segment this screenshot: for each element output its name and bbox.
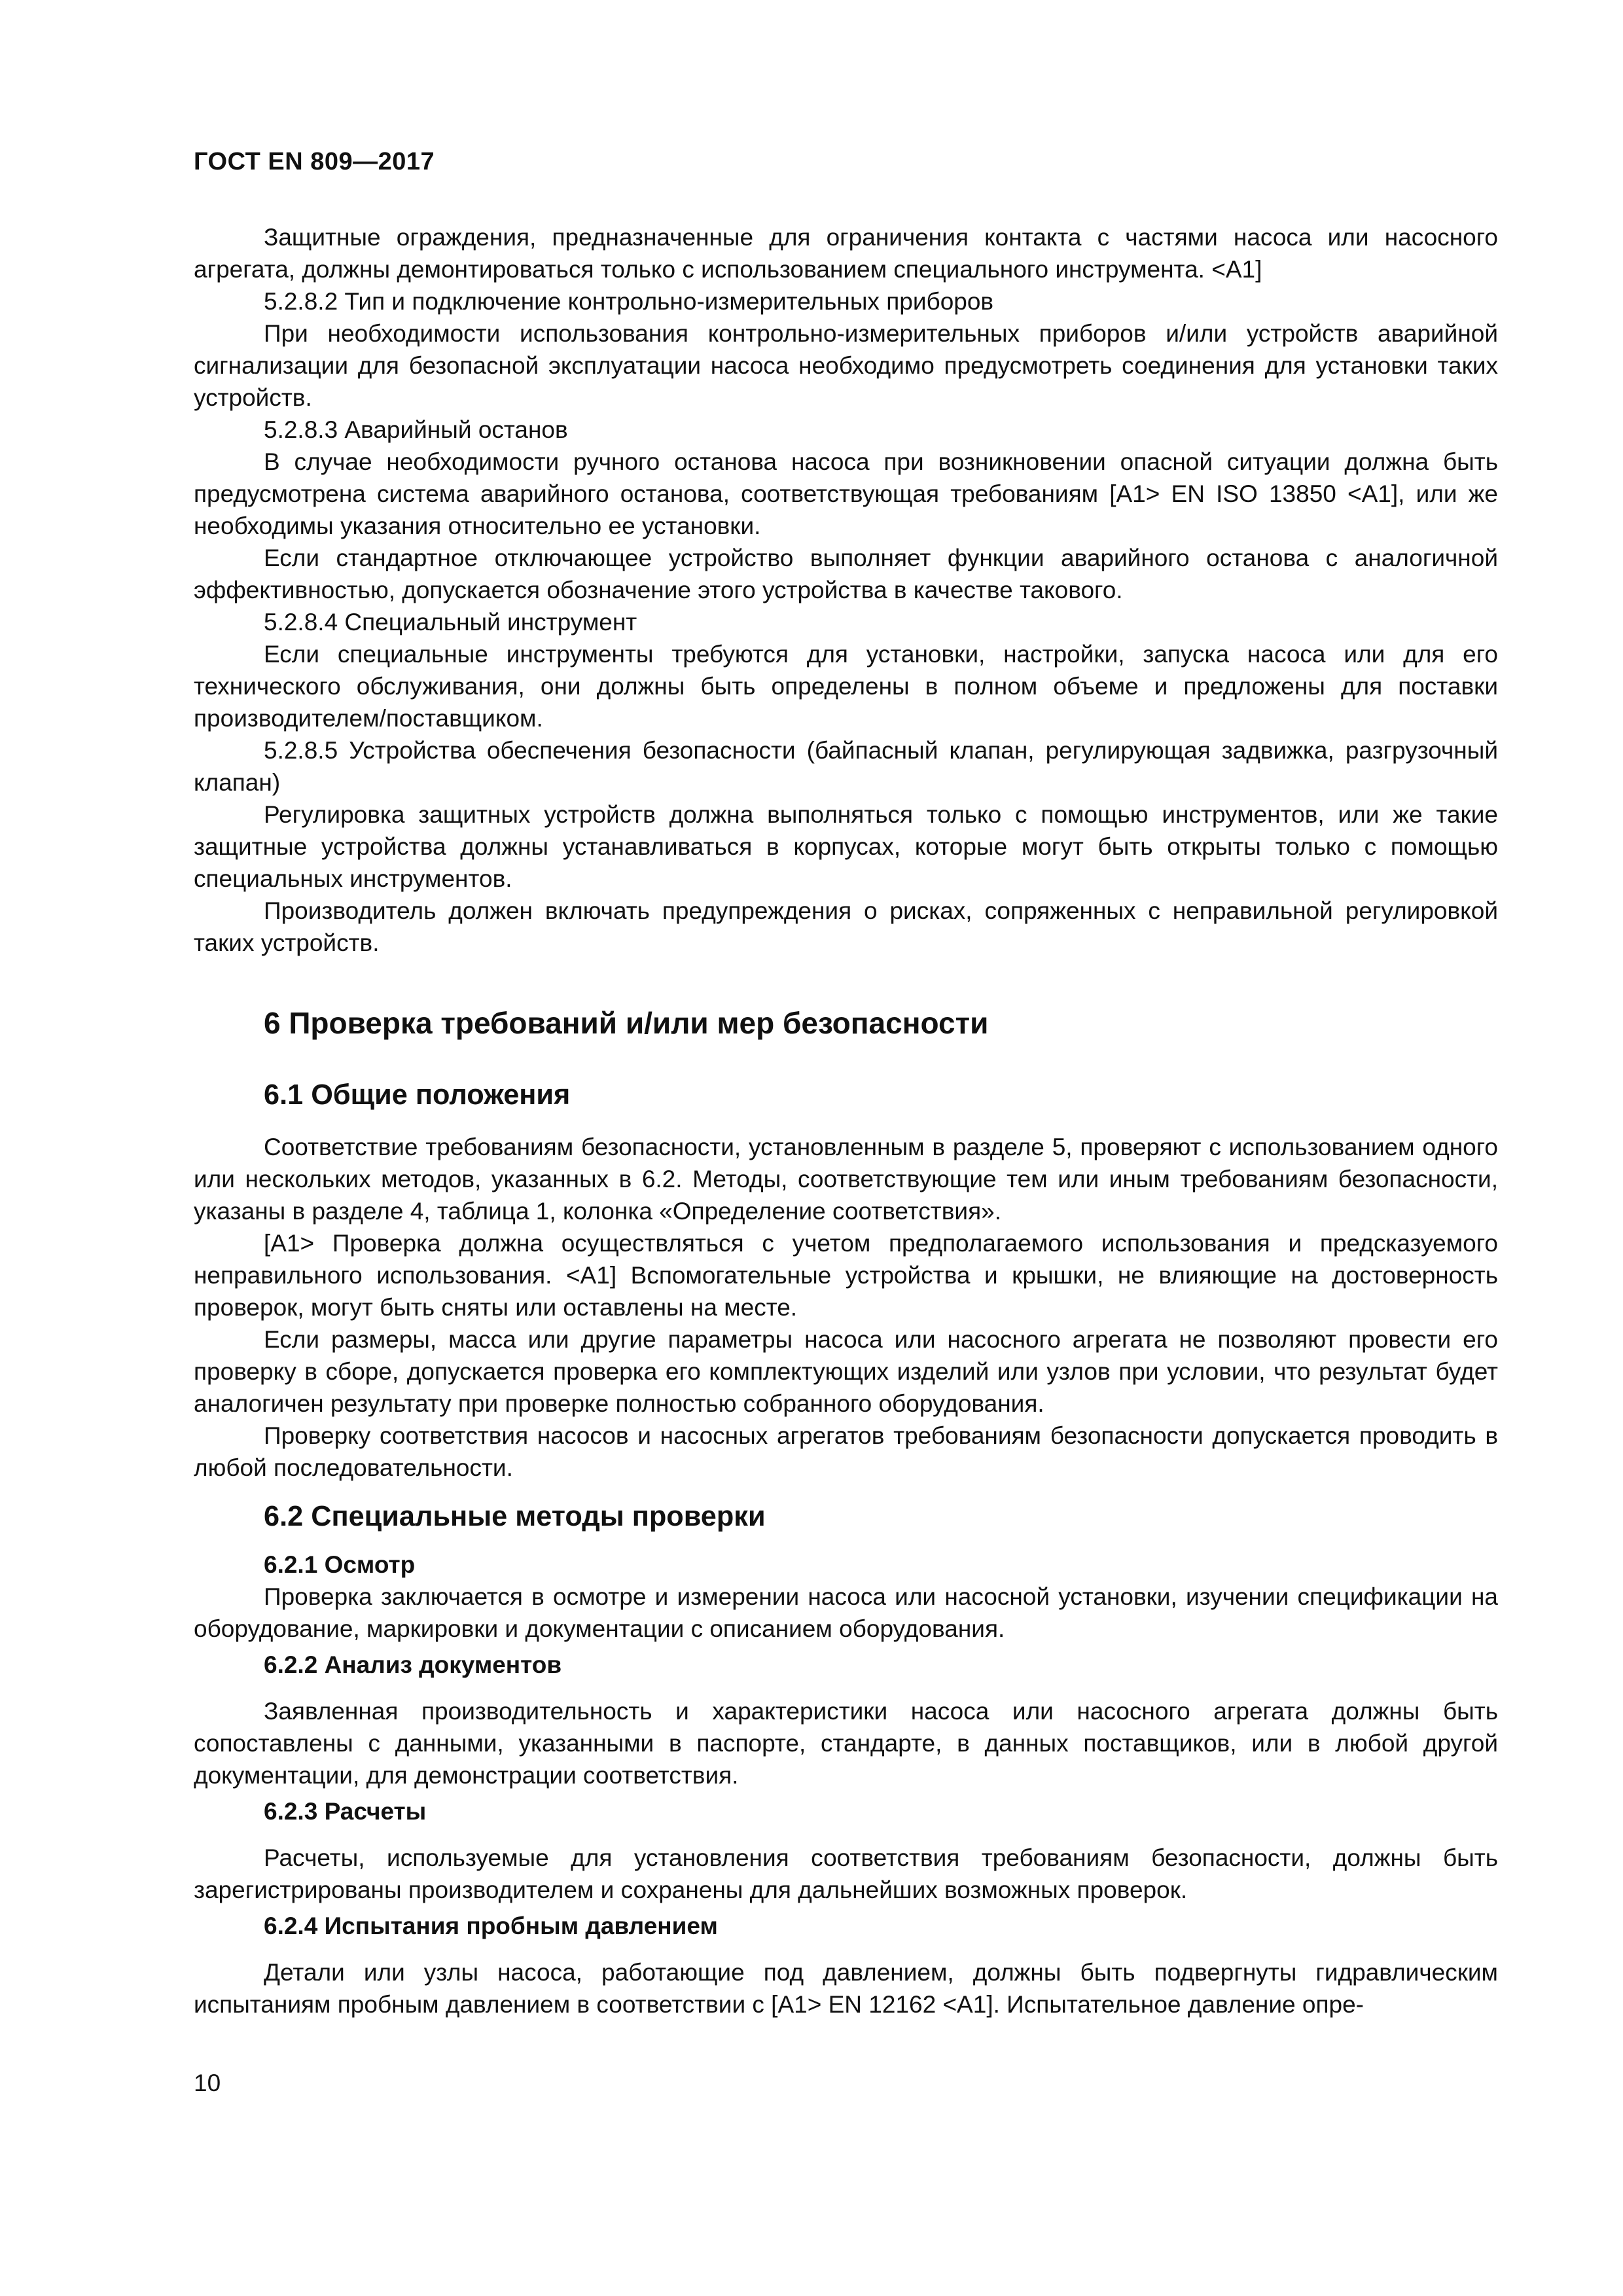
subsection-heading: 5.2.8.4 Специальный инструмент — [264, 609, 637, 636]
section-heading: 6 Проверка требований и/или мер безопасности — [264, 1006, 989, 1040]
paragraph: Регулировка защитных устройств должна выполняться только с помощью инструментов, или же такие защитные устройства должны устанавливаться в корпусах, которые могут быть открыты только с помощью специальных инструментов. — [194, 801, 1498, 892]
paragraph: Производитель должен включать предупреждения о рисках, сопряженных с неправильной регулировкой таких устройств. — [194, 897, 1498, 956]
subsection-title: 6.2 Специальные методы проверки — [264, 1501, 766, 1532]
paragraph: Заявленная производительность и характеристики насоса или насосного агрегата должны быть сопоставлены с данными, указанными в паспорте, стандарте, в данных поставщиков, или в любой другой документации, для демонстрации соответствия. — [194, 1698, 1498, 1789]
paragraph: Защитные ограждения, предназначенные для ограничения контакта с частями насоса или насосного агрегата, должны демонтироваться только с использованием специального инструмента. <A1] — [194, 224, 1498, 283]
paragraph: Проверка заключается в осмотре и измерении насоса или насосной установки, изучении спецификации на оборудование, маркировки и документации с описанием оборудования. — [194, 1583, 1498, 1642]
paragraph: Если специальные инструменты требуются для установки, настройки, запуска насоса или для его технического обслуживания, они должны быть определены в полном объеме и предложены для поставки производителем/поставщиком. — [194, 641, 1498, 732]
clause-title: 6.2.2 Анализ документов — [264, 1651, 562, 1678]
paragraph: [A1> Проверка должна осуществляться с учетом предполагаемого использования и предсказуемого неправильного использования. <A1] Вспомогательные устройства и крышки, не влияющие на достоверность проверок, могут быть сняты или оставлены на месте. — [194, 1230, 1498, 1321]
paragraph: Расчеты, используемые для установления соответствия требованиям безопасности, должны быть зарегистрированы производителем и сохранены для дальнейших возможных проверок. — [194, 1844, 1498, 1903]
subsection-title: 6.1 Общие положения — [264, 1079, 571, 1111]
clause-title: 6.2.3 Расчеты — [264, 1798, 427, 1825]
paragraph: При необходимости использования контрольно-измерительных приборов и/или устройств аварийной сигнализации для безопасной эксплуатации насоса необходимо предусмотреть соединения для установки таких устройств. — [194, 320, 1498, 411]
subsection-heading: 5.2.8.3 Аварийный останов — [264, 416, 568, 443]
paragraph: В случае необходимости ручного останова насоса при возникновении опасной ситуации должна быть предусмотрена система аварийного останова, соответствующая требованиям [A1> EN ISO 13850 <A1], или же необходимы указания относительно ее установки. — [194, 448, 1498, 539]
paragraph: Если размеры, масса или другие параметры насоса или насосного агрегата не позволяют провести его проверку в сборе, допускается проверка его комплектующих изделий или узлов при условии, что результат будет аналогичен результату при проверке полностью собранного оборудования. — [194, 1326, 1498, 1417]
paragraph: Соответствие требованиям безопасности, установленным в разделе 5, проверяют с использованием одного или нескольких методов, указанных в 6.2. Методы, соответствующие тем или иным требованиям безопасности, указаны в разделе 4, таблица 1, колонка «Определение соответствия». — [194, 1134, 1498, 1225]
clause-title: 6.2.1 Осмотр — [264, 1551, 416, 1578]
subsection-heading: 5.2.8.2 Тип и подключение контрольно-измерительных приборов — [264, 288, 994, 315]
document-header: ГОСТ EN 809—2017 — [194, 148, 435, 175]
document-body — [194, 221, 1498, 2020]
subsection-heading: 5.2.8.5 Устройства обеспечения безопасности (байпасный клапан, регулирующая задвижка, разгрузочный клапан) — [194, 737, 1498, 796]
page-number: 10 — [194, 2070, 221, 2096]
clause-title: 6.2.4 Испытания пробным давлением — [264, 1912, 718, 1939]
paragraph: Детали или узлы насоса, работающие под давлением, должны быть подвергнуты гидравлическим испытаниям пробным давлением в соответствии с [A1> EN 12162 <A1]. Испытательное давление опре- — [194, 1959, 1498, 2018]
paragraph: Проверку соответствия насосов и насосных агрегатов требованиям безопасности допускается проводить в любой последовательности. — [194, 1422, 1498, 1481]
paragraph: Если стандартное отключающее устройство выполняет функции аварийного останова с аналогичной эффективностью, допускается обозначение этого устройства в качестве такового. — [194, 545, 1498, 603]
